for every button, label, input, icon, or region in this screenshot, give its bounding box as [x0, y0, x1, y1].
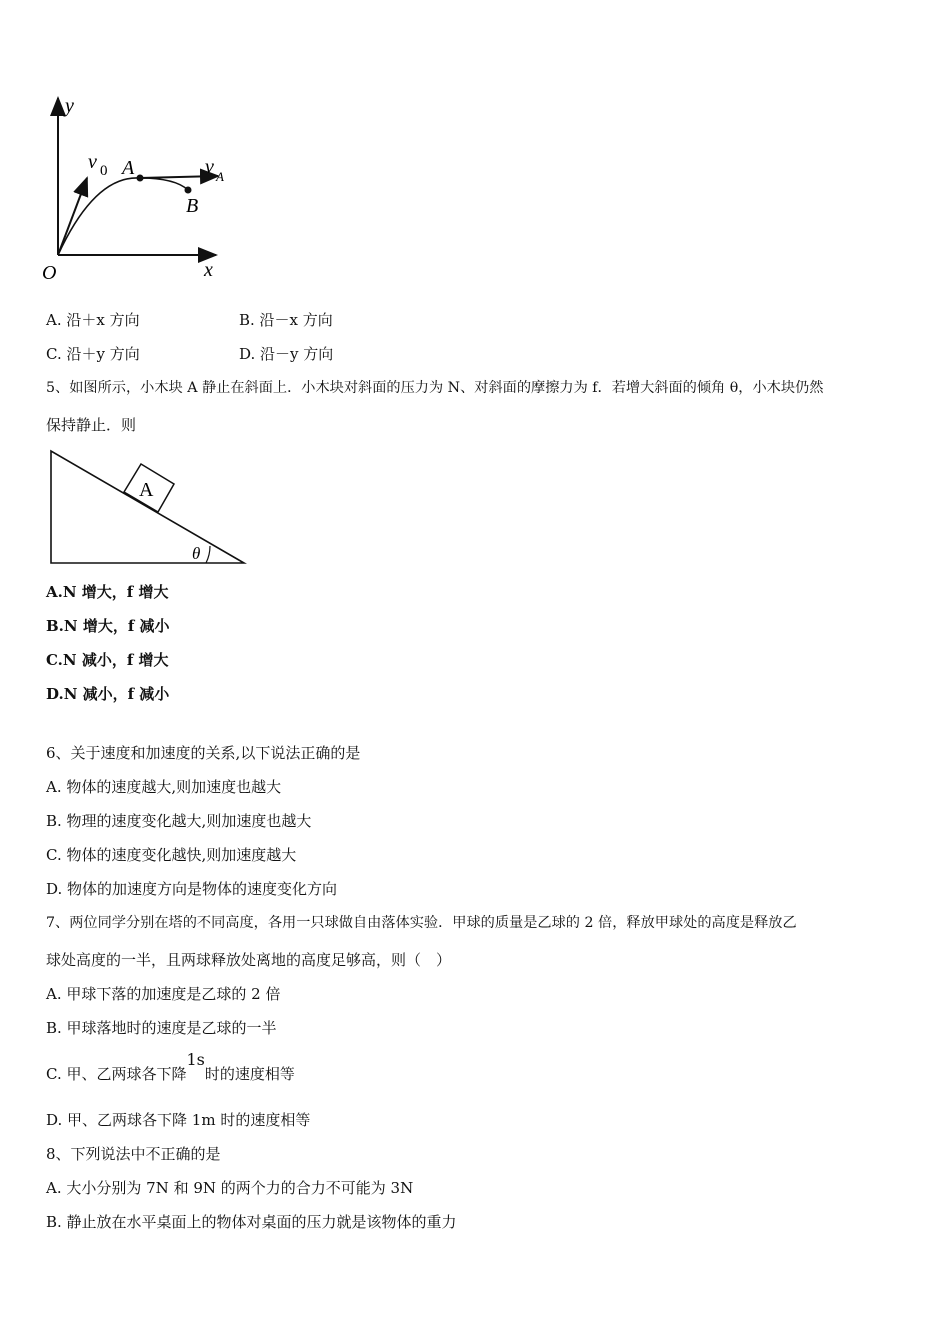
q5-option-c: C.N 减小，f 增大 — [46, 651, 169, 669]
q4-option-d: D. 沿－y 方向 — [239, 345, 334, 363]
point-b-dot — [185, 187, 192, 194]
q4-option-c: C. 沿＋y 方向 — [46, 345, 140, 363]
q7-option-c-text: C. 甲、乙两球各下降 — [46, 1065, 187, 1083]
angle-arc — [206, 546, 210, 563]
q8-stem: 8、下列说法中不正确的是 — [46, 1145, 221, 1163]
q4-option-b: B. 沿－x 方向 — [239, 311, 333, 329]
va-subscript: A — [216, 169, 224, 184]
q5-option-d: D.N 减小，f 减小 — [46, 685, 170, 703]
q4-option-a: A. 沿＋x 方向 — [46, 311, 140, 329]
origin-label: O — [42, 262, 57, 284]
q6-stem: 6、关于速度和加速度的关系,以下说法正确的是 — [46, 744, 361, 762]
q7-option-c-tail: 时的速度相等 — [204, 1065, 295, 1083]
point-b-label: B — [186, 195, 199, 217]
q7-option-c-time: 1s — [186, 1050, 205, 1069]
point-a-label: A — [122, 157, 135, 179]
q7-option-a: A. 甲球下落的加速度是乙球的 2 倍 — [46, 985, 281, 1003]
incline-diagram — [46, 446, 251, 568]
x-axis-label: x — [204, 259, 213, 281]
block-a-label: A — [139, 479, 154, 501]
q5-option-a: A.N 增大，f 增大 — [46, 583, 169, 601]
q5-option-b: B.N 增大，f 减小 — [46, 617, 170, 635]
trajectory-curve — [58, 178, 188, 255]
v0-label: v — [88, 151, 97, 173]
point-a-dot — [137, 175, 144, 182]
va-label: v — [205, 156, 214, 178]
q6-option-b: B. 物理的速度变化越大,则加速度也越大 — [46, 812, 312, 830]
v0-arrow — [58, 178, 87, 255]
q5-stem-line2: 保持静止．则 — [46, 416, 137, 434]
q7-option-d: D. 甲、乙两球各下降 1m 时的速度相等 — [46, 1111, 311, 1129]
q6-option-c: C. 物体的速度变化越快,则加速度越大 — [46, 846, 297, 864]
q5-stem-line1: 5、如图所示，小木块 A 静止在斜面上．小木块对斜面的压力为 N、对斜面的摩擦力为 f．若增大斜面的倾角 θ，小木块仍然 — [46, 380, 824, 396]
q7-stem-line2: 球处高度的一半，且两球释放处离地的高度足够高，则（ ） — [46, 951, 452, 969]
v0-subscript: 0 — [100, 163, 108, 179]
q6-option-a: A. 物体的速度越大,则加速度也越大 — [46, 778, 282, 796]
q8-option-b: B. 静止放在水平桌面上的物体对桌面的压力就是该物体的重力 — [46, 1213, 457, 1231]
q6-option-d: D. 物体的加速度方向是物体的速度变化方向 — [46, 880, 338, 898]
q7-option-b: B. 甲球落地时的速度是乙球的一半 — [46, 1019, 277, 1037]
trajectory-diagram — [40, 90, 240, 290]
q7-option-c — [46, 1050, 295, 1084]
q7-stem-line1: 7、两位同学分别在塔的不同高度，各用一只球做自由落体实验．甲球的质量是乙球的 2 倍，释放甲球处的高度是释放乙 — [46, 915, 797, 931]
angle-label: θ — [192, 544, 201, 563]
y-axis-label: y — [65, 95, 74, 117]
q8-option-a: A. 大小分别为 7N 和 9N 的两个力的合力不可能为 3N — [46, 1179, 414, 1197]
